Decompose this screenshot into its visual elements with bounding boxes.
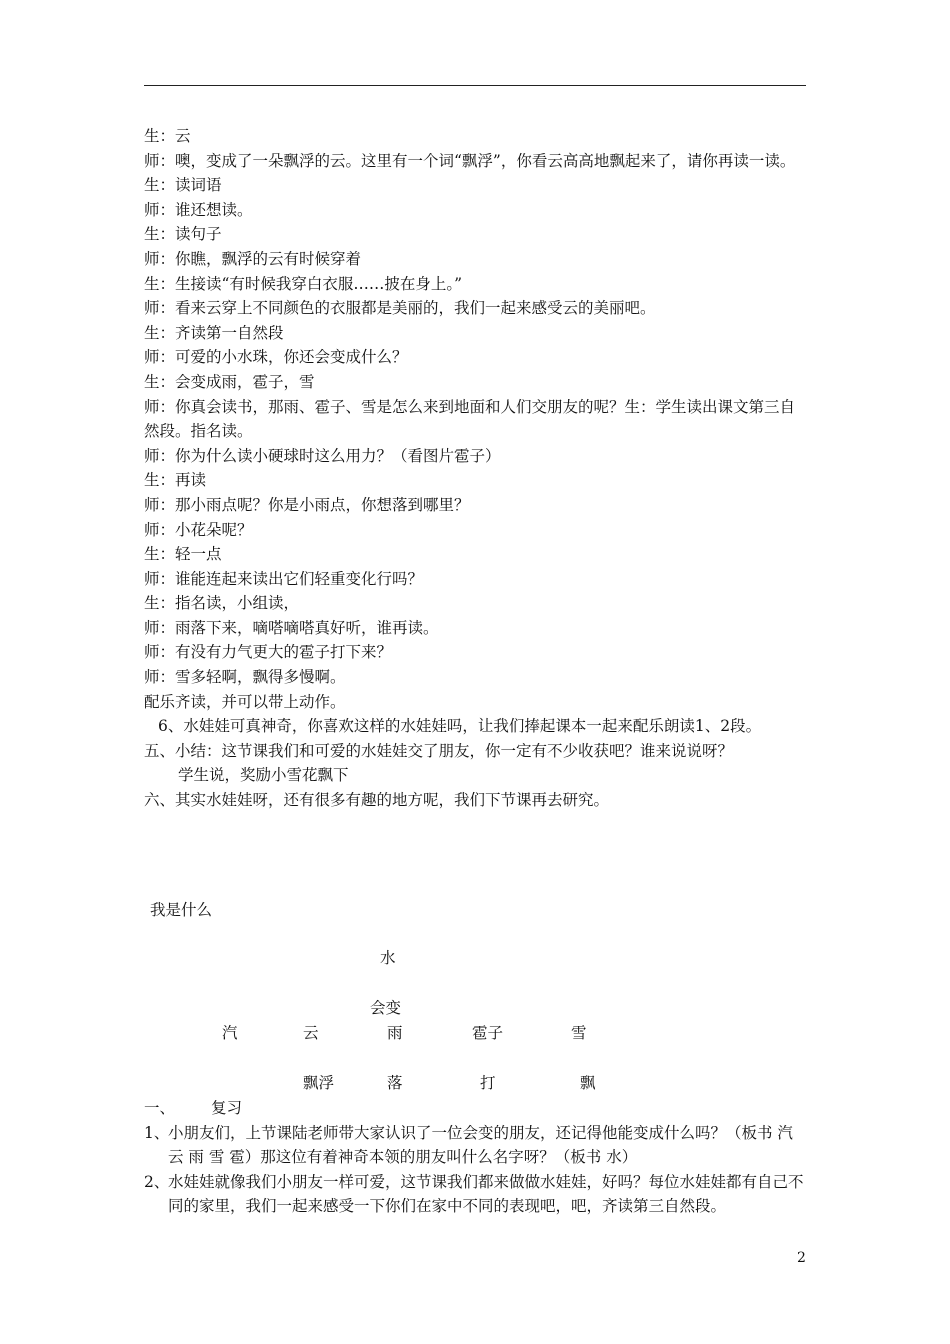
dialog-line: 师：可爱的小水珠，你还会变成什么？ (144, 348, 408, 367)
header-rule (144, 85, 806, 86)
dialog-line: 五、小结：这节课我们和可爱的水娃娃交了朋友，你一定有不少收获吧？谁来说说呀？ (144, 741, 734, 760)
dialog-line: 生：指名读，小组读， (144, 594, 300, 613)
dialog-line: 师：你瞧，飘浮的云有时候穿着 (144, 249, 362, 268)
dialog-line: 生：云 (144, 127, 191, 145)
dialog-line: 生：读词语 (144, 176, 222, 195)
dialog-line: 师：谁还想读。 (144, 200, 253, 219)
review-item (144, 1121, 806, 1170)
dialog-line: 6、水娃娃可真神奇，你喜欢这样的水娃娃吗，让我们捧起课本一起来配乐朗读1、2段。 (158, 717, 762, 736)
review-section (144, 1096, 806, 1219)
lesson-dialog (144, 124, 806, 813)
review-item-num: 1、 (144, 1123, 170, 1142)
dialog-line: 生：轻一点 (144, 545, 222, 564)
review-item-num: 2、 (144, 1172, 170, 1191)
board-verb: 打 (480, 1074, 496, 1092)
dialog-line: 生：会变成雨，雹子，雪 (144, 372, 315, 391)
review-item (144, 1170, 806, 1219)
review-heading (144, 1096, 806, 1121)
board-form: 雨 (387, 1024, 403, 1042)
dialog-line: 配乐齐读，并可以带上动作。 (144, 692, 346, 711)
board-verb: 飘浮 (303, 1074, 335, 1092)
board-form: 汽 (222, 1024, 238, 1042)
board-form: 云 (303, 1024, 319, 1042)
dialog-line: 师：雨落下来，嘀嗒嘀嗒真好听，谁再读。 (144, 618, 439, 637)
board-form: 雪 (571, 1024, 587, 1042)
dialog-line: 六、其实水娃娃呀，还有很多有趣的地方呢，我们下节课再去研究。 (144, 791, 610, 810)
dialog-line: 师：那小雨点呢？你是小雨点，你想落到哪里？ (144, 495, 470, 514)
dialog-line: 生：读句子 (144, 225, 222, 244)
dialog-line: 师：有没有力气更大的雹子打下来？ (144, 643, 393, 662)
board-verb: 飘 (580, 1074, 596, 1092)
review-item-text: 水娃娃就像我们小朋友一样可爱，这节课我们都来做做水娃娃，好吗？每位水娃娃都有自己不同的家里，我们一起来感受一下你们在家中不同的表现吧，吧，齐读第三自然段。 (168, 1172, 804, 1216)
dialog-line: 师：你真会读书，那雨、雹子、雪是怎么来到地面和人们交朋友的呢？生：学生读出课文第三自然段。指名读。 (144, 397, 796, 441)
dialog-line: 学生说，奖励小雪花飘下 (178, 766, 349, 785)
dialog-line: 师：雪多轻啊，飘得多慢啊。 (144, 668, 346, 687)
board-form: 雹子 (472, 1024, 504, 1042)
dialog-line: 生：齐读第一自然段 (144, 323, 284, 342)
board-water: 水 (380, 949, 396, 967)
dialog-line: 生：再读 (144, 471, 207, 490)
dialog-line: 师：谁能连起来读出它们轻重变化行吗？ (144, 569, 424, 588)
review-heading-num: 一、 (144, 1099, 176, 1117)
board-verb: 落 (387, 1074, 403, 1092)
page-number: 2 (797, 1250, 806, 1266)
dialog-line: 师：你为什么读小硬球时这么用力？（看图片雹子） (144, 446, 501, 465)
dialog-line: 师：看来云穿上不同颜色的衣服都是美丽的，我们一起来感受云的美丽吧。 (144, 299, 656, 318)
dialog-line: 师：小花朵呢？ (144, 520, 253, 539)
board-title: 我是什么 (150, 901, 213, 919)
board-hui-bian: 会变 (370, 999, 402, 1017)
review-item-text: 小朋友们，上节课陆老师带大家认识了一位会变的朋友，还记得他能变成什么吗？（板书 汽 云 雨 雪 雹）那这位有着神奇本领的朋友叫什么名字呀？（板书 水） (168, 1123, 793, 1167)
dialog-line: 师：噢，变成了一朵飘浮的云。这里有一个词“飘浮”，你看云高高地飘起来了，请你再读一读。 (144, 151, 796, 170)
dialog-line: 生：生接读“有时候我穿白衣服……披在身上。” (144, 274, 463, 293)
review-heading-text: 复习 (211, 1099, 243, 1117)
